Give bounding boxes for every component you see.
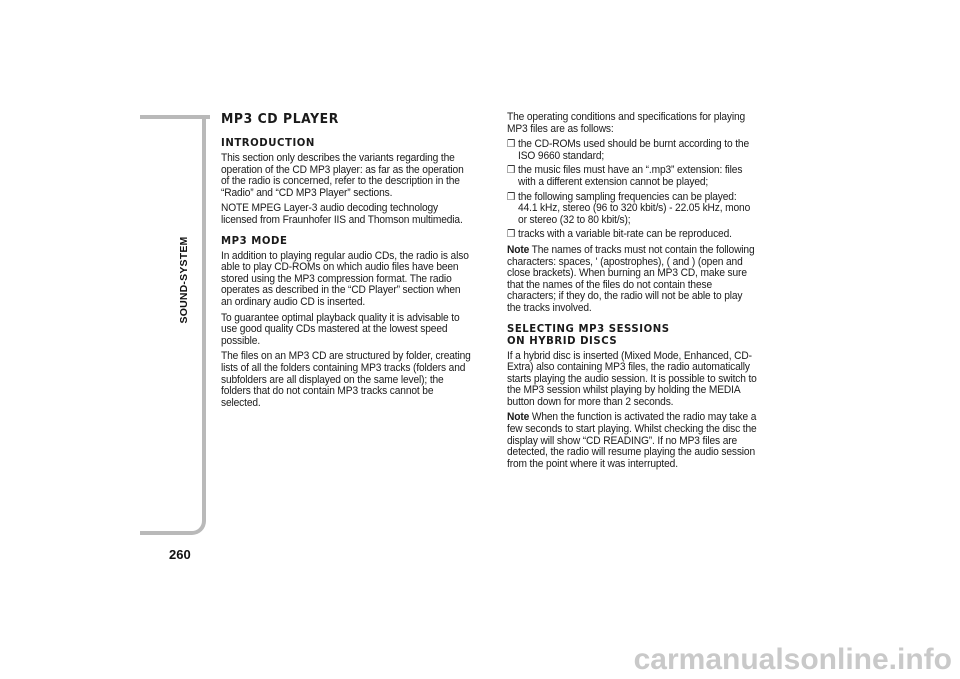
note-text: The names of tracks must not contain the following characters: spaces, ' (apostrophes), ( and ) (open and close brackets). When burning an MP3 CD, make sure that the names of the files do not contain these characters; if they do, the radio will not be able to play the tracks involved. xyxy=(507,243,755,314)
conditions-list xyxy=(507,139,757,241)
mode-paragraph-1: In addition to playing regular audio CDs, the radio is also able to play CD-ROMs on which audio files have been stored using the MP3 compression format. The radio operates as described in the “CD Player” section when an ordinary audio CD is inserted. xyxy=(221,249,469,308)
introduction-heading: INTRODUCTION xyxy=(221,136,315,149)
note-activation xyxy=(507,412,757,470)
checkbox-bullet-icon: ❒ xyxy=(507,229,516,241)
mp3-mode-heading: MP3 MODE xyxy=(221,233,288,247)
heading-line-2: ON HYBRID DISCS xyxy=(507,333,618,347)
intro-paragraph-1: This section only describes the variants regarding the operation of the CD MP3 player: as far as the operation of the radio is concerned, refer to the description in the “Radio” and “CD MP3 Player” sections. xyxy=(221,152,464,199)
note-label: Note xyxy=(507,243,530,256)
sessions-paragraph: If a hybrid disc is inserted (Mixed Mode, Enhanced, CD-Extra) also containing MP3 files, the radio automatically starts playing the audio session. It is possible to switch to the MP3 session whilst playing by holding the MEDIA button down for more than 2 seconds. xyxy=(507,349,757,408)
note-label: Note xyxy=(507,411,530,424)
list-item xyxy=(507,192,757,227)
note-tracks-names xyxy=(507,245,757,315)
list-item xyxy=(507,229,757,241)
margin-bracket xyxy=(140,115,206,535)
page-title: MP3 CD PLAYER xyxy=(221,111,339,127)
intro-paragraph-2: NOTE MPEG Layer-3 audio decoding technology licensed from Fraunhofer IIS and Thomson multimedia. xyxy=(221,202,463,226)
list-item-text: tracks with a variable bit-rate can be reproduced. xyxy=(518,228,732,241)
checkbox-bullet-icon: ❒ xyxy=(507,165,516,177)
mode-paragraph-2: To guarantee optimal playback quality it is advisable to use good quality CDs mastered at the lowest speed possible. xyxy=(221,311,460,347)
mode-paragraph-3: The files on an MP3 CD are structured by folder, creating lists of all the folders containing MP3 tracks (folders and subfolders are all displayed on the same level); the folders that do not contain MP3 tracks cannot be selected. xyxy=(221,350,471,409)
heading-line-1: SELECTING MP3 SESSIONS xyxy=(507,321,670,335)
page-number: 260 xyxy=(169,547,191,562)
list-item-text: the following sampling frequencies can be played: 44.1 kHz, stereo (96 to 320 kbit/s) - 22.05 kHz, mono or stereo (32 to 80 kbit/s); xyxy=(518,190,751,226)
right-column xyxy=(507,112,757,474)
checkbox-bullet-icon: ❒ xyxy=(507,191,516,203)
list-item-text: the music files must have an “.mp3” extension: files with a different extension cannot be played; xyxy=(518,164,743,188)
note-text: When the function is activated the radio may take a few seconds to start playing. Whilst checking the disc the display will show “CD READING”. If no MP3 files are detected, the radio will resume playing the audio session from the point where it was interrupted. xyxy=(507,411,757,470)
left-column xyxy=(221,112,471,413)
section-label: SOUND-SYSTEM xyxy=(178,236,190,324)
watermark: carmanualsonline.info xyxy=(633,643,952,676)
list-item xyxy=(507,165,757,188)
list-item-text: the CD-ROMs used should be burnt according to the ISO 9660 standard; xyxy=(518,138,749,162)
hybrid-sessions-heading xyxy=(507,323,757,347)
conditions-intro: The operating conditions and specifications for playing MP3 files are as follows: xyxy=(507,111,746,135)
list-item xyxy=(507,139,757,162)
checkbox-bullet-icon: ❒ xyxy=(507,139,516,151)
